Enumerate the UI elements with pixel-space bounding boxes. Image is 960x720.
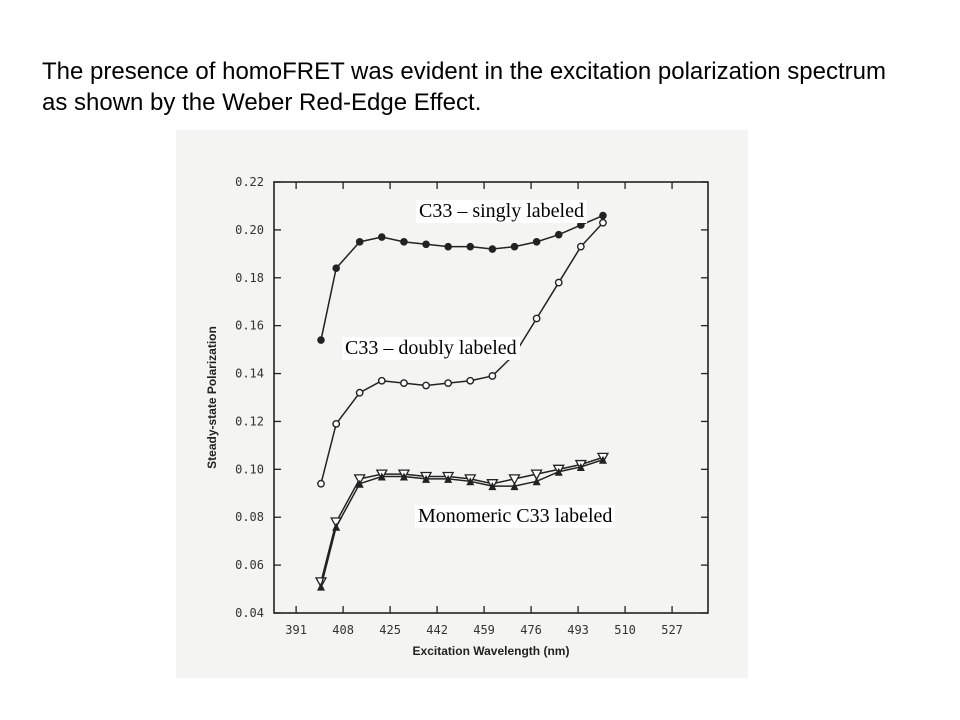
- data-point: [600, 220, 606, 226]
- data-point: [599, 212, 607, 220]
- data-point: [466, 243, 474, 251]
- x-tick-label: 527: [661, 623, 683, 637]
- y-tick-label: 0.14: [235, 366, 264, 381]
- data-point: [422, 240, 430, 248]
- annotation-doubly: C33 – doubly labeled: [342, 337, 520, 360]
- data-point: [423, 382, 429, 388]
- data-point: [400, 238, 408, 246]
- x-tick-label: 459: [473, 623, 495, 637]
- annotation-singly: C33 – singly labeled: [416, 200, 587, 223]
- y-tick-label: 0.08: [235, 510, 264, 525]
- data-point: [333, 421, 339, 427]
- data-point: [556, 279, 562, 285]
- x-tick-label: 442: [426, 623, 448, 637]
- x-axis-label: Excitation Wavelength (nm): [412, 644, 570, 658]
- y-tick-label: 0.04: [235, 606, 264, 620]
- y-tick-label: 0.16: [235, 318, 264, 333]
- data-point: [489, 373, 495, 379]
- data-point: [356, 238, 364, 246]
- data-point: [332, 523, 340, 531]
- y-tick-label: 0.20: [235, 222, 264, 237]
- data-point: [332, 264, 340, 272]
- x-tick-label: 425: [379, 623, 401, 637]
- data-point: [578, 243, 584, 249]
- data-point: [318, 481, 324, 487]
- data-point: [444, 243, 452, 251]
- annotation-mono: Monomeric C33 labeled: [415, 505, 615, 528]
- x-tick-label: 476: [520, 623, 542, 637]
- data-point: [317, 336, 325, 344]
- slide-caption: The presence of homoFRET was evident in the excitation polarization spectrum as shown by the Weber Red-Edge Effect.: [42, 58, 886, 116]
- y-tick-label: 0.18: [235, 270, 264, 285]
- data-point: [356, 390, 362, 396]
- series-0: [317, 212, 607, 344]
- y-tick-label: 0.22: [235, 175, 264, 189]
- data-point: [511, 243, 519, 251]
- data-point: [317, 583, 325, 591]
- data-point: [378, 233, 386, 241]
- y-tick-label: 0.12: [235, 414, 264, 429]
- y-tick-label: 0.06: [235, 558, 264, 573]
- x-tick-label: 408: [332, 623, 354, 637]
- data-point: [533, 315, 539, 321]
- y-axis-label: Steady-state Polarization: [205, 326, 219, 469]
- x-tick-label: 510: [614, 623, 636, 637]
- chart-scan: [176, 130, 748, 678]
- data-point: [401, 380, 407, 386]
- data-point: [555, 231, 563, 239]
- data-point: [467, 378, 473, 384]
- data-point: [379, 378, 385, 384]
- x-tick-label: 391: [285, 623, 307, 637]
- data-point: [533, 238, 541, 246]
- x-tick-label: 493: [567, 623, 589, 637]
- y-tick-label: 0.10: [235, 462, 264, 477]
- data-point: [489, 245, 497, 253]
- data-point: [445, 380, 451, 386]
